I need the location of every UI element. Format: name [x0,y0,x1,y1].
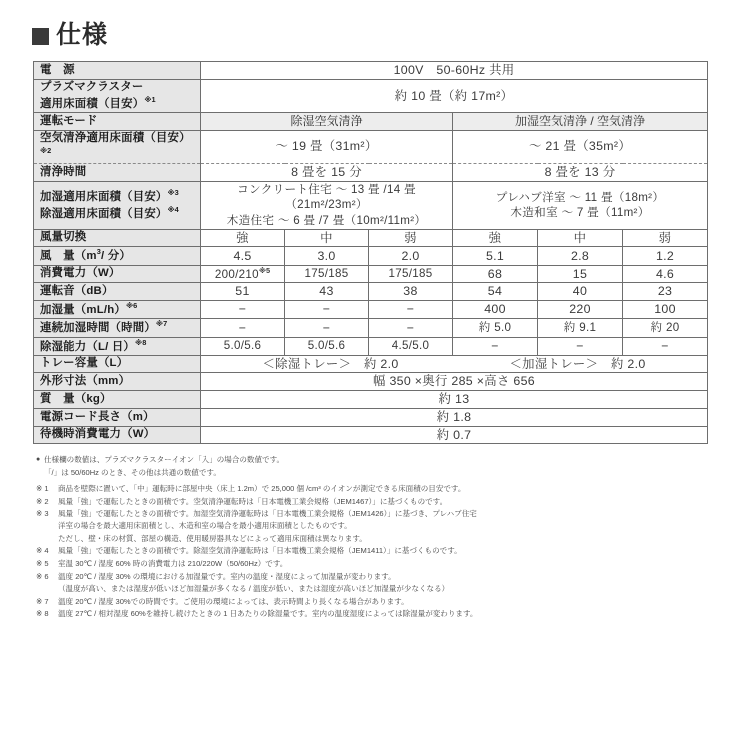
label-line-2: 適用床面積（目安）$^{※1}$ [40,95,156,110]
continuous-humidification-cell: 約 20 [623,319,708,337]
label-line-1: 加湿適用床面積（目安）$^{※3}$ [40,188,179,203]
operation-mode-humidify: 加湿空気清浄 / 空気清浄 [453,113,708,130]
footnote-mark: ※ 1 [36,483,49,493]
footnote-line: 温度 20℃ / 湿度 30% の環境における加湿量です。室内の温度・湿度によって加湿量が変わります。 [58,571,396,581]
fan-speed-cell: 中 [538,229,623,247]
footnote-mark: ※ 4 [36,546,49,556]
footnote-mark: ※ 5 [36,559,49,569]
row-label-plasmacluster-area [34,79,201,113]
table-row [34,130,708,164]
footnote-mark: ※ 8 [36,609,49,619]
air-volume-cell: 2.8 [538,247,623,265]
cleaning-time-right: 8 畳を 13 分 [453,164,708,182]
footnotes [0,444,740,620]
air-volume-cell: 3.0 [285,247,369,265]
table-row [34,247,708,265]
table-row [34,164,708,182]
operating-sound-cell: 40 [538,283,623,301]
row-value-plasmacluster-area: 約 10 畳（約 17m²） [201,79,708,113]
footnote-bullet-item [36,454,740,478]
footnote-line: 室温 30℃ / 湿度 60% 時の消費電力は 210/220W（50/60Hz）です。 [58,559,288,569]
row-label-air-volume: 風 量（$m^3/$ 分） [34,247,201,265]
footnote-mark: ※ 3 [36,509,49,519]
air-purifying-area-right: 〜 21 畳（35m²） [453,130,708,164]
power-consumption-cell: 200/210$^{※5}$ [201,265,285,283]
power-consumption-cell: 68 [453,265,538,283]
operating-sound-cell: 23 [623,283,708,301]
dehumidification-capacity-cell: 4.5/5.0 [369,337,453,355]
humidification-amount-cell: 220 [538,301,623,319]
air-volume-cell: 2.0 [369,247,453,265]
footnote-item-4 [36,545,740,557]
page-title: 仕様 [56,20,109,49]
footnote-item-8 [36,608,740,620]
footnote-line: （温度が高い、または湿度が低いほど加湿量が多くなる / 温度が低い、または湿度が高いほど加湿量が少なくなる） [58,584,450,594]
footnote-text [58,608,740,620]
footnote-line: ただし、壁・床の材質、部屋の構造、使用暖房器具などによって適用床面積は異なります。 [58,533,367,543]
row-label-standby-power: 待機時消費電力（W） [34,426,201,444]
table-row [34,301,708,319]
dehumidification-capacity-cell: 5.0/5.6 [201,337,285,355]
table-row [34,391,708,409]
fan-speed-cell: 強 [201,229,285,247]
label-line-1: プラズマクラスター [40,80,144,93]
table-row [34,426,708,444]
row-label-humidify-dehumidify-area [34,181,201,229]
row-label-tray-capacity: トレー容量（L） [34,355,201,373]
value-line-1: プレハブ洋室 〜 11 畳（18m²） [495,190,665,204]
spec-table-container [0,44,740,444]
row-value-power-source: 100V 50-60Hz 共用 [201,62,708,80]
operating-sound-cell: 51 [201,283,285,301]
dehumidification-capacity-cell: − [623,337,708,355]
table-row [34,337,708,355]
footnote-ref: ※3 [167,188,179,198]
fan-speed-cell: 中 [285,229,369,247]
footnote-ref: ※6 [125,301,138,311]
row-label-power-consumption: 消費電力（W） [34,265,201,283]
row-label-dehumidification-capacity: 除湿能力（L/ 日）$^{※8}$ [34,337,201,355]
footnote-mark: ※ 7 [36,596,49,606]
bullet-icon: ● [36,456,41,464]
air-volume-cell: 4.5 [201,247,285,265]
value-line-2: 木造住宅 〜 6 畳 /7 畳（10m²/11m²） [226,214,427,228]
footnote-mark: ※ 2 [36,496,49,506]
power-consumption-cell: 15 [538,265,623,283]
footnote-item-6 [36,571,740,595]
footnote-bullet-text [44,454,740,478]
footnote-line: 洋室の場合を最大適用床面積とし、木造和室の場合を最小適用床面積としたものです。 [58,521,352,531]
humidification-amount-cell: 400 [453,301,538,319]
footnote-mark: ※ 6 [36,571,49,581]
row-value-weight: 約 13 [201,391,708,409]
row-value-cord-length: 約 1.8 [201,408,708,426]
row-label-operating-sound: 運転音（dB） [34,283,201,301]
air-volume-cell: 5.1 [453,247,538,265]
footnote-line: 風量「強」で運転したときの面積です。加湿空気清浄運転時は「日本電機工業会規格（JEM1426）」に基づき、プレハブ住宅 [58,509,477,519]
humidification-amount-cell: − [369,301,453,319]
humidify-area-right [453,181,708,229]
footnote-ref: ※8 [135,337,147,347]
cubic-superscript: 3 [96,247,102,257]
footnote-line: 風量「強」で運転したときの面積です。除湿空気清浄運転時は「日本電機工業会規格（JEM1411）」に基づくものです。 [58,546,462,556]
continuous-humidification-cell: − [201,319,285,337]
footnote-ref: ※5 [258,265,271,275]
row-label-dimensions: 外形寸法（mm） [34,373,201,391]
row-label-cord-length: 電源コード長さ（m） [34,408,201,426]
row-label-cleaning-time: 清浄時間 [34,164,201,182]
row-label-air-purifying-area: 空気清浄適用床面積（目安）$^{※2}$ [34,130,201,164]
specifications-table [33,61,708,444]
footnote-text [58,545,740,557]
table-row [34,408,708,426]
value-line-2: 木造和室 〜 7 畳（11m²） [510,206,650,220]
row-value-dimensions: 幅 350 ×奥行 285 ×高さ 656 [201,373,708,391]
power-consumption-cell: 175/185 [369,265,453,283]
table-row [34,355,708,373]
air-purifying-area-left: 〜 19 畳（31m²） [201,130,453,164]
row-label-operation-mode: 運転モード [34,113,201,130]
footnote-text [58,508,740,545]
continuous-humidification-cell: − [369,319,453,337]
footnote-line: 温度 20℃ / 湿度 30%での時間です。ご使用の環境によっては、表示時間より長くなる場合があります。 [58,596,409,606]
footnote-ref: ※1 [144,95,156,105]
dehumidification-capacity-cell: 5.0/5.6 [285,337,369,355]
humidify-area-left [201,181,453,229]
footnote-line: 風量「強」で運転したときの面積です。空気清浄運転時は「日本電機工業会規格（JEM1467）」に基づくものです。 [58,496,448,506]
row-label-power-source: 電 源 [34,62,201,80]
operating-sound-cell: 43 [285,283,369,301]
table-row [34,373,708,391]
row-label-humidification-amount: 加湿量（mL/h）$^{※6}$ [34,301,201,319]
page-heading [0,0,740,49]
operating-sound-cell: 54 [453,283,538,301]
table-row [34,62,708,80]
cleaning-time-left: 8 畳を 15 分 [201,164,453,182]
continuous-humidification-cell: 約 5.0 [453,319,538,337]
humidification-amount-cell: 100 [623,301,708,319]
air-volume-cell: 1.2 [623,247,708,265]
fan-speed-cell: 弱 [623,229,708,247]
footnote-text [58,483,740,495]
table-row [34,283,708,301]
table-row [34,181,708,229]
humidification-amount-cell: − [285,301,369,319]
footnote-text [58,596,740,608]
table-row [34,113,708,130]
operating-sound-cell: 38 [369,283,453,301]
footnote-line: 温度 27℃ / 相対湿度 60%を維持し続けたときの 1 日あたりの除湿量です。室内の温度湿度によっては除湿量が変わります。 [58,609,478,619]
footnote-line: 仕様欄の数値は、プラズマクラスターイオン「入」の場合の数値です。 [44,455,285,465]
footnote-text [58,571,740,595]
row-label-continuous-humidification-time: 連続加湿時間（時間）$^{※7}$ [34,319,201,337]
power-consumption-cell: 4.6 [623,265,708,283]
power-consumption-cell: 175/185 [285,265,369,283]
value-line-1: コンクリート住宅 〜 13 畳 /14 畳（21m²/23m²） [237,182,416,212]
humidification-amount-cell: − [201,301,285,319]
dehumidify-tray-capacity: ＜除湿トレー＞ 約 2.0 [262,356,399,371]
fan-speed-cell: 弱 [369,229,453,247]
footnote-item-2 [36,496,740,508]
row-label-fan-speed: 風量切換 [34,229,201,247]
continuous-humidification-cell: 約 9.1 [538,319,623,337]
footnote-text [58,558,740,570]
table-row [34,229,708,247]
footnote-line: 「/」は 50/60Hz のとき、その他は共通の数値です。 [44,467,221,477]
row-label-weight: 質 量（kg） [34,391,201,409]
footnote-item-3 [36,508,740,545]
row-value-tray-capacity [201,355,708,373]
black-square-icon [32,28,49,45]
footnote-item-5 [36,558,740,570]
humidify-tray-capacity: ＜加湿トレー＞ 約 2.0 [509,356,646,371]
operation-mode-dehumidify: 除湿空気清浄 [201,113,453,130]
table-row [34,319,708,337]
table-row [34,79,708,113]
dehumidification-capacity-cell: − [453,337,538,355]
footnote-line: 商品を壁際に置いて、「中」運転時に部屋中央（床上 1.2m）で 25,000 個 /cm³ のイオンが測定できる床面積の目安です。 [58,483,466,493]
dehumidification-capacity-cell: − [538,337,623,355]
fan-speed-cell: 強 [453,229,538,247]
label-line-2: 除湿適用床面積（目安）$^{※4}$ [40,205,179,221]
footnote-item-1 [36,483,740,495]
row-value-standby-power: 約 0.7 [201,426,708,444]
footnote-ref: ※7 [155,319,168,329]
footnote-item-7 [36,596,740,608]
footnote-text [58,496,740,508]
footnote-ref: ※4 [167,205,179,215]
footnote-ref: ※2 [40,145,52,155]
table-row [34,265,708,283]
continuous-humidification-cell: − [285,319,369,337]
